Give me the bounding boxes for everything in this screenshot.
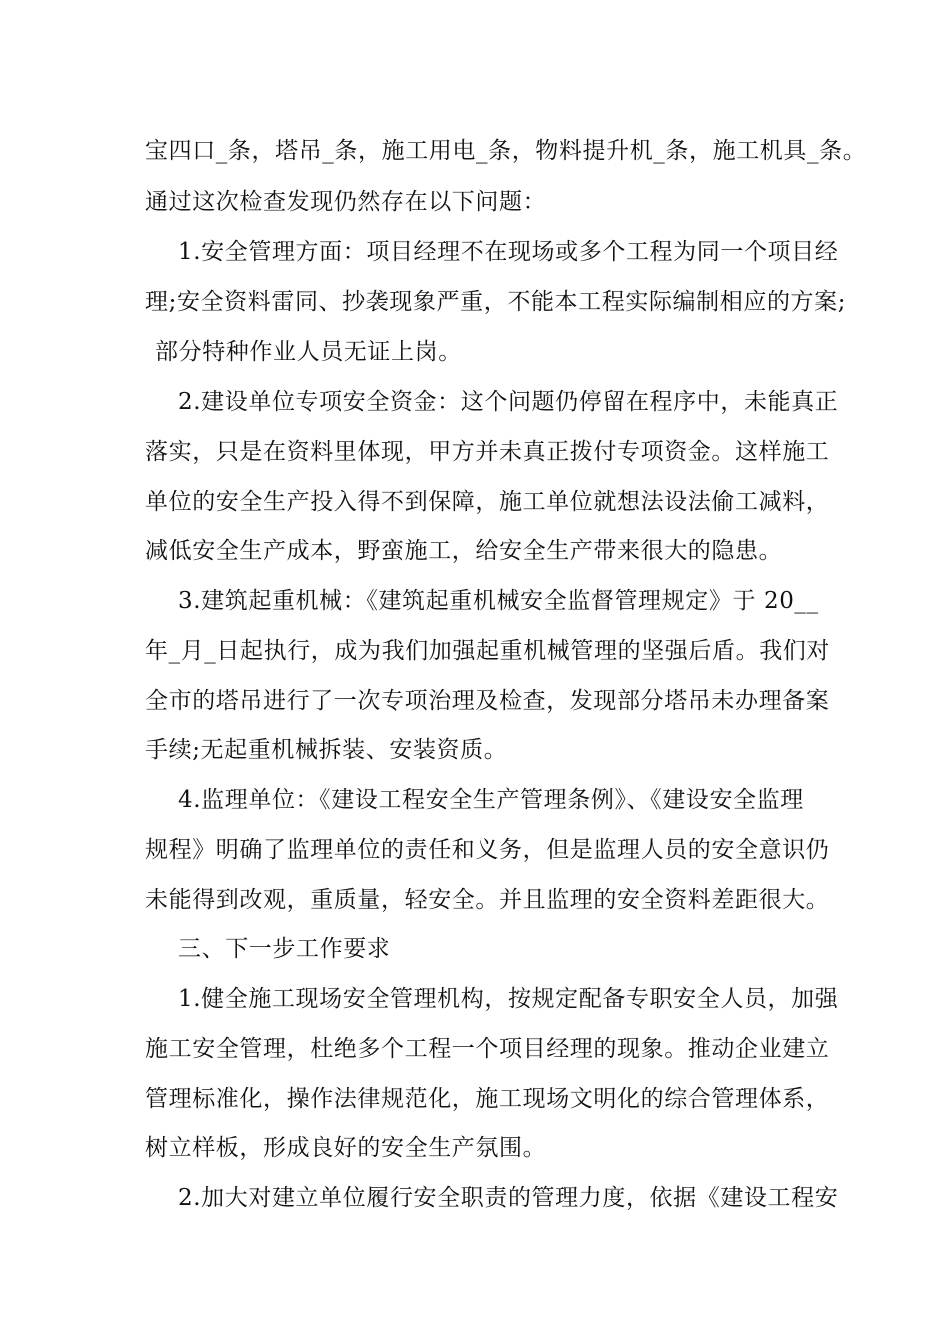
text-line: 手续;无起重机械拆装、安装资质。 xyxy=(145,737,508,763)
paragraph-2-line: 2.建设单位专项安全资金：这个问题仍停留在程序中，未能真正 xyxy=(178,389,839,415)
text-line: 年_月_日起执行，成为我们加强起重机械管理的坚强后盾。我们对 xyxy=(145,638,830,664)
text-line: 减低安全生产成本，野蛮施工，给安全生产带来很大的隐患。 xyxy=(145,538,783,564)
text-line: 未能得到改观，重质量，轻安全。并且监理的安全资料差距很大。 xyxy=(145,887,830,913)
paragraph-3-line: 3.建筑起重机械：《建筑起重机械安全监督管理规定》于 20__ xyxy=(178,588,819,614)
text-line: 规程》明确了监理单位的责任和义务，但是监理人员的安全意识仍 xyxy=(145,837,830,863)
paragraph-4-line: 4.监理单位：《建设工程安全生产管理条例》、《建设安全监理 xyxy=(178,787,804,813)
text-line: 全市的塔吊进行了一次专项治理及检查，发现部分塔吊未办理备案 xyxy=(145,688,830,714)
paragraph-6-line: 2.加大对建立单位履行安全职责的管理力度，依据《建设工程安 xyxy=(178,1185,839,1211)
paragraph-1-line: 1.安全管理方面：项目经理不在现场或多个工程为同一个项目经 xyxy=(178,239,839,265)
text-line: 树立样板，形成良好的安全生产氛围。 xyxy=(145,1135,547,1161)
text-line: 通过这次检查发现仍然存在以下问题： xyxy=(145,189,547,215)
section-heading: 三、下一步工作要求 xyxy=(178,936,391,962)
text-line: 管理标准化，操作法律规范化，施工现场文明化的综合管理体系， xyxy=(145,1086,830,1112)
text-line: 宝四口_条，塔吊_条，施工用电_条，物料提升机_条，施工机具_条。 xyxy=(145,138,867,164)
text-line: 部分特种作业人员无证上岗。 xyxy=(155,339,462,365)
text-line: 理;安全资料雷同、抄袭现象严重，不能本工程实际编制相应的方案; xyxy=(145,289,847,315)
text-line: 单位的安全生产投入得不到保障，施工单位就想法设法偷工减料， xyxy=(145,489,830,515)
text-line: 施工安全管理，杜绝多个工程一个项目经理的现象。推动企业建立 xyxy=(145,1036,830,1062)
text-line: 落实，只是在资料里体现，甲方并未真正拨付专项资金。这样施工 xyxy=(145,439,830,465)
paragraph-5-line: 1.健全施工现场安全管理机构，按规定配备专职安全人员，加强 xyxy=(178,986,839,1012)
